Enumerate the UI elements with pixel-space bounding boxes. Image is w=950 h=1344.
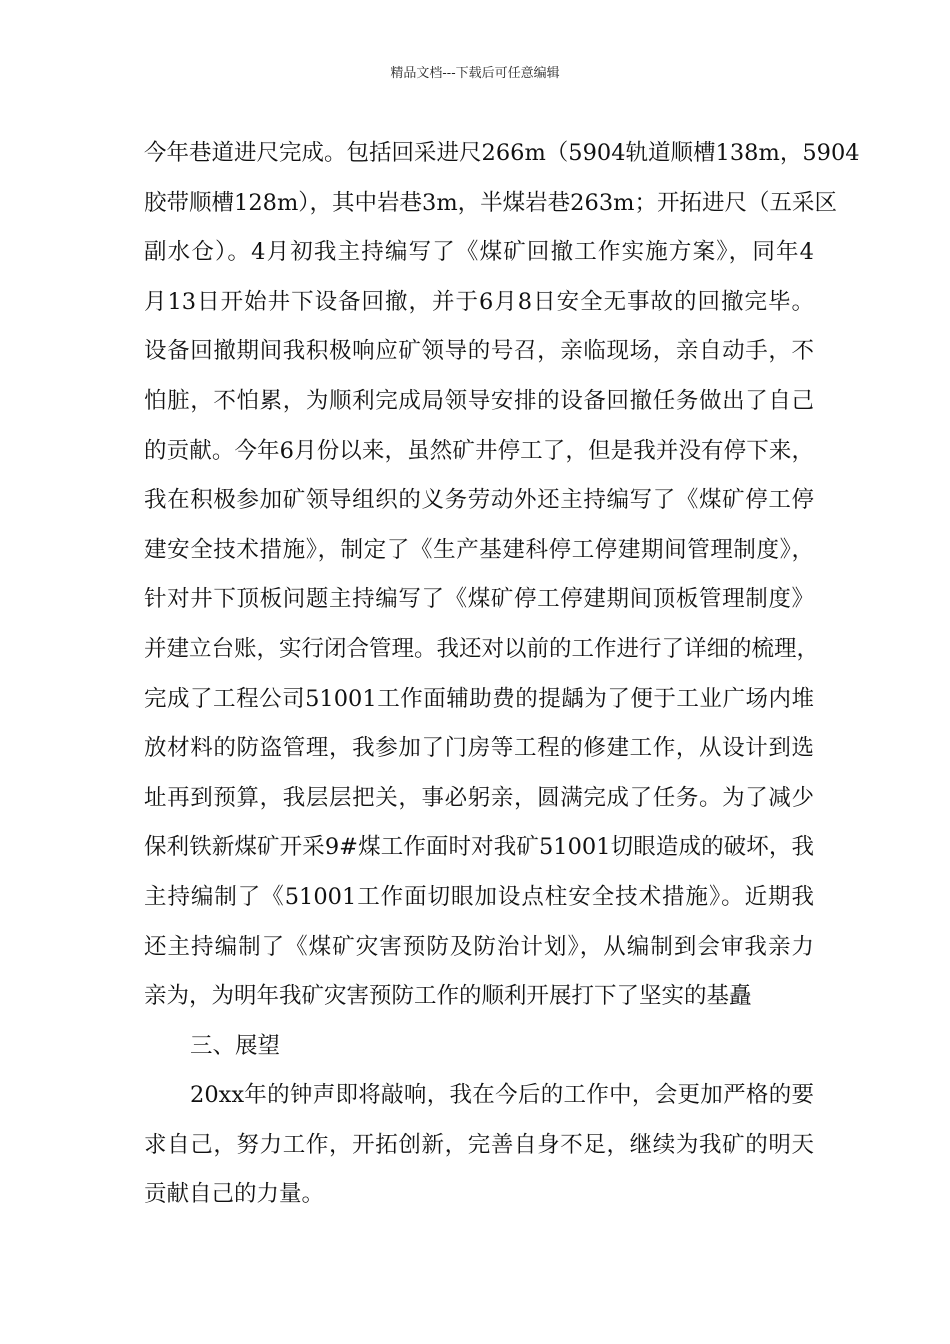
closing-line: 贡献自己的力量。 — [144, 1181, 325, 1208]
document-body — [144, 129, 860, 1220]
body-line: 并建立台账，实行闭合管理。我还对以前的工作进行了详细的梳理， — [144, 635, 820, 662]
body-line: 的贡献。今年6月份以来，虽然矿井停工了，但是我并没有停下来， — [144, 437, 814, 464]
body-line: 亲为，为明年我矿灾害预防工作的顺利开展打下了坚实的基矗 — [144, 983, 752, 1010]
closing-line: 20xx年的钟声即将敲响，我在今后的工作中，会更加严格的要 — [190, 1082, 814, 1109]
body-line: 月13日开始井下设备回撤，并于6月8日安全无事故的回撤完毕。 — [144, 288, 814, 315]
body-line: 怕脏，不怕累，为顺利完成局领导安排的设备回撤任务做出了自己 — [144, 387, 814, 414]
body-line: 我在积极参加矿领导组织的义务劳动外还主持编写了《煤矿停工停 — [144, 487, 814, 514]
closing-line: 求自己，努力工作，开拓创新，完善自身不足，继续为我矿的明天 — [144, 1131, 814, 1158]
body-line: 针对井下顶板问题主持编写了《煤矿停工停建期间顶板管理制度》 — [144, 586, 814, 613]
body-line: 主持编制了《51001工作面切眼加设点柱安全技术措施》。近期我 — [144, 883, 814, 910]
body-line: 址再到预算，我层层把关，事必躬亲，圆满完成了任务。为了减少 — [144, 784, 814, 811]
page-header: 精品文档---下载后可任意编辑 — [390, 66, 560, 81]
body-line: 还主持编制了《煤矿灾害预防及防治计划》，从编制到会审我亲力 — [144, 933, 814, 960]
body-line: 放材料的防盗管理，我参加了门房等工程的修建工作，从设计到选 — [144, 735, 814, 762]
body-line: 今年巷道进尺完成。包括回采进尺266m（5904轨道顺槽138m，5904 — [144, 140, 860, 166]
section-heading: 三、展望 — [190, 1032, 281, 1059]
body-line: 胶带顺槽128m），其中岩巷3m，半煤岩巷263m；开拓进尺（五采区 — [144, 189, 837, 216]
body-line: 副水仓）。4月初我主持编写了《煤矿回撤工作实施方案》，同年4 — [144, 239, 814, 266]
body-line: 保利铁新煤矿开采9#煤工作面时对我矿51001切眼造成的破坏，我 — [144, 834, 814, 861]
body-line: 建安全技术措施》，制定了《生产基建科停工停建期间管理制度》， — [144, 536, 814, 563]
body-line: 设备回撤期间我积极响应矿领导的号召，亲临现场，亲自动手，不 — [144, 338, 814, 365]
body-line: 完成了工程公司51001工作面辅助费的提龋为了便于工业广场内堆 — [144, 685, 814, 712]
